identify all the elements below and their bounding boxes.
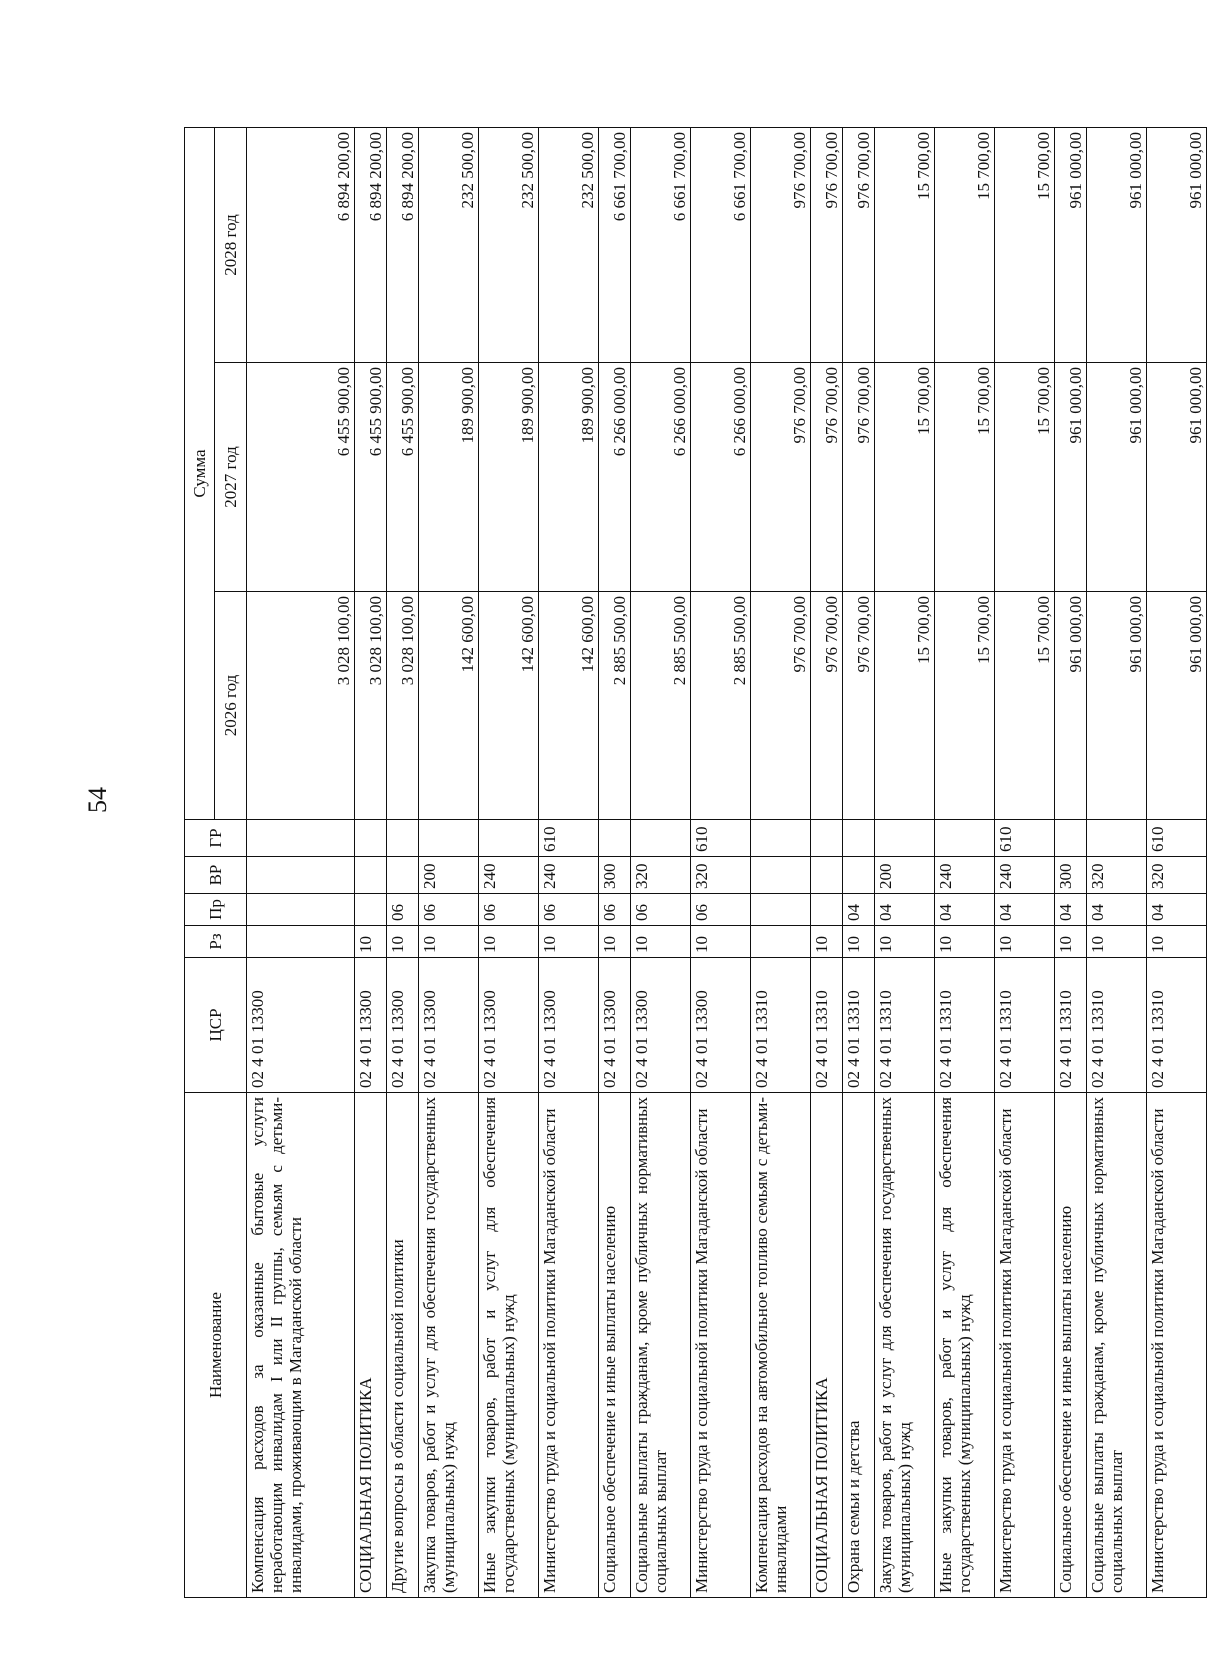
row-vr: 200 [419,857,479,894]
table-row [539,128,599,1598]
table-row [355,128,387,1598]
row-csr: 02 4 01 13300 [539,958,599,1093]
row-2026: 142 600,00 [539,592,599,820]
row-name: СОЦИАЛЬНАЯ ПОЛИТИКА [355,1093,387,1598]
row-2026: 961 000,00 [1087,592,1147,820]
row-rz [247,926,355,958]
row-pr: 06 [479,894,539,926]
header-pr: Пр [185,894,247,926]
row-pr: 06 [539,894,599,926]
row-2028: 6 894 200,00 [355,128,387,363]
row-vr: 200 [875,857,935,894]
row-rz [751,926,811,958]
row-gr: 610 [539,820,599,857]
page-number: 54 [83,787,112,813]
row-2027: 189 900,00 [539,363,599,592]
row-2028: 232 500,00 [419,128,479,363]
row-2026: 15 700,00 [935,592,995,820]
row-rz: 10 [419,926,479,958]
row-gr [751,820,811,857]
row-name: Закупка товаров, работ и услуг для обеспечения государственных (муниципальных) нужд [419,1093,479,1598]
row-2027: 6 455 900,00 [387,363,419,592]
row-gr [247,820,355,857]
row-2026: 2 885 500,00 [599,592,631,820]
row-pr: 06 [599,894,631,926]
row-2028: 15 700,00 [995,128,1055,363]
row-pr [247,894,355,926]
row-rz: 10 [843,926,875,958]
row-vr: 320 [691,857,751,894]
row-2028: 961 000,00 [1087,128,1147,363]
table-row [811,128,843,1598]
row-rz: 10 [387,926,419,958]
row-gr [843,820,875,857]
row-rz: 10 [691,926,751,958]
row-2027: 15 700,00 [995,363,1055,592]
row-rz: 10 [479,926,539,958]
row-2026: 961 000,00 [1055,592,1087,820]
row-2027: 189 900,00 [419,363,479,592]
row-2026: 976 700,00 [751,592,811,820]
row-2027: 961 000,00 [1055,363,1087,592]
row-csr: 02 4 01 13310 [1147,958,1207,1093]
row-vr: 300 [1055,857,1087,894]
row-gr [1087,820,1147,857]
row-gr: 610 [1147,820,1207,857]
row-name: Социальные выплаты гражданам, кроме публичных нормативных социальных выплат [631,1093,691,1598]
header-vr: ВР [185,857,247,894]
row-2028: 15 700,00 [935,128,995,363]
header-2027: 2027 год [215,363,247,592]
row-rz: 10 [1087,926,1147,958]
row-name: Социальное обеспечение и иные выплаты населению [1055,1093,1087,1598]
row-2027: 189 900,00 [479,363,539,592]
table-row [419,128,479,1598]
row-2028: 961 000,00 [1147,128,1207,363]
row-csr: 02 4 01 13300 [631,958,691,1093]
row-2028: 961 000,00 [1055,128,1087,363]
row-name: Компенсация расходов за оказанные бытовые услуги неработающим инвалидам I или II группы, семьям с детьми-инвалидами, проживающим в Магаданской области [247,1093,355,1598]
row-csr: 02 4 01 13310 [935,958,995,1093]
row-gr [1055,820,1087,857]
row-csr: 02 4 01 13310 [1087,958,1147,1093]
row-vr [811,857,843,894]
table-row [247,128,355,1598]
row-gr: 610 [691,820,751,857]
row-2028: 15 700,00 [875,128,935,363]
row-2027: 6 455 900,00 [355,363,387,592]
row-name: Компенсация расходов на автомобильное топливо семьям с детьми-инвалидами [751,1093,811,1598]
row-rz: 10 [355,926,387,958]
row-2027: 976 700,00 [811,363,843,592]
row-2028: 6 661 700,00 [631,128,691,363]
row-gr [355,820,387,857]
row-gr [599,820,631,857]
row-2028: 976 700,00 [811,128,843,363]
row-rz: 10 [935,926,995,958]
row-vr: 240 [935,857,995,894]
table-row [631,128,691,1598]
row-csr: 02 4 01 13310 [811,958,843,1093]
row-csr: 02 4 01 13310 [995,958,1055,1093]
row-2028: 232 500,00 [539,128,599,363]
row-gr [875,820,935,857]
table-body [247,128,1207,1598]
rotated-table-container [184,128,1205,1598]
row-2028: 232 500,00 [479,128,539,363]
row-rz: 10 [995,926,1055,958]
header-2028: 2028 год [215,128,247,363]
row-gr [935,820,995,857]
row-vr: 240 [539,857,599,894]
row-gr [811,820,843,857]
row-vr: 320 [1147,857,1207,894]
row-rz: 10 [1147,926,1207,958]
row-2027: 976 700,00 [751,363,811,592]
row-gr: 610 [995,820,1055,857]
table-row [387,128,419,1598]
row-2027: 961 000,00 [1147,363,1207,592]
row-vr: 300 [599,857,631,894]
table-row [995,128,1055,1598]
row-pr: 04 [1087,894,1147,926]
row-name: СОЦИАЛЬНАЯ ПОЛИТИКА [811,1093,843,1598]
row-name: Иные закупки товаров, работ и услуг для обеспечения государственных (муниципальных) нужд [935,1093,995,1598]
row-pr: 04 [875,894,935,926]
row-pr: 06 [691,894,751,926]
header-gr: ГР [185,820,247,857]
table-row [1087,128,1147,1598]
table-row [935,128,995,1598]
row-vr [843,857,875,894]
row-csr: 02 4 01 13300 [387,958,419,1093]
row-2027: 6 455 900,00 [247,363,355,592]
row-pr [751,894,811,926]
header-sum: Сумма [185,128,215,820]
row-rz: 10 [631,926,691,958]
header-rz: Рз [185,926,247,958]
row-2026: 3 028 100,00 [387,592,419,820]
row-2028: 976 700,00 [751,128,811,363]
row-pr [355,894,387,926]
row-2028: 6 661 700,00 [691,128,751,363]
table-row [751,128,811,1598]
table-row [1147,128,1207,1598]
row-gr [387,820,419,857]
row-csr: 02 4 01 13310 [875,958,935,1093]
header-row [185,128,215,1598]
row-name: Закупка товаров, работ и услуг для обеспечения государственных (муниципальных) нужд [875,1093,935,1598]
row-pr: 04 [1055,894,1087,926]
row-2026: 142 600,00 [479,592,539,820]
row-pr [811,894,843,926]
row-2026: 3 028 100,00 [355,592,387,820]
row-name: Социальное обеспечение и иные выплаты населению [599,1093,631,1598]
row-csr: 02 4 01 13310 [751,958,811,1093]
row-csr: 02 4 01 13300 [355,958,387,1093]
table-row [1055,128,1087,1598]
row-name: Министерство труда и социальной политики Магаданской области [539,1093,599,1598]
row-gr [419,820,479,857]
row-2026: 976 700,00 [811,592,843,820]
row-vr [387,857,419,894]
table-row [691,128,751,1598]
row-pr: 06 [631,894,691,926]
row-pr: 04 [995,894,1055,926]
row-gr [631,820,691,857]
row-csr: 02 4 01 13300 [479,958,539,1093]
row-vr: 240 [479,857,539,894]
row-2027: 15 700,00 [935,363,995,592]
row-2026: 3 028 100,00 [247,592,355,820]
table-row [875,128,935,1598]
row-2028: 976 700,00 [843,128,875,363]
row-vr [751,857,811,894]
row-2027: 6 266 000,00 [691,363,751,592]
row-csr: 02 4 01 13310 [1055,958,1087,1093]
table-row [599,128,631,1598]
row-2027: 6 266 000,00 [631,363,691,592]
row-vr: 240 [995,857,1055,894]
row-2026: 15 700,00 [995,592,1055,820]
row-2028: 6 894 200,00 [247,128,355,363]
row-2026: 2 885 500,00 [691,592,751,820]
row-name: Социальные выплаты гражданам, кроме публичных нормативных социальных выплат [1087,1093,1147,1598]
row-rz: 10 [599,926,631,958]
row-2028: 6 661 700,00 [599,128,631,363]
row-2028: 6 894 200,00 [387,128,419,363]
row-csr: 02 4 01 13300 [419,958,479,1093]
row-rz: 10 [539,926,599,958]
row-csr: 02 4 01 13300 [691,958,751,1093]
row-2026: 142 600,00 [419,592,479,820]
row-2026: 976 700,00 [843,592,875,820]
row-rz: 10 [1055,926,1087,958]
row-csr: 02 4 01 13300 [247,958,355,1093]
row-vr [355,857,387,894]
row-vr: 320 [1087,857,1147,894]
row-2027: 961 000,00 [1087,363,1147,592]
row-name: Иные закупки товаров, работ и услуг для обеспечения государственных (муниципальных) нужд [479,1093,539,1598]
row-name: Охрана семьи и детства [843,1093,875,1598]
row-2026: 961 000,00 [1147,592,1207,820]
table-row [843,128,875,1598]
row-2027: 6 266 000,00 [599,363,631,592]
row-vr: 320 [631,857,691,894]
row-name: Министерство труда и социальной политики Магаданской области [995,1093,1055,1598]
row-name: Другие вопросы в области социальной политики [387,1093,419,1598]
row-csr: 02 4 01 13310 [843,958,875,1093]
row-csr: 02 4 01 13300 [599,958,631,1093]
header-2026: 2026 год [215,592,247,820]
row-name: Министерство труда и социальной политики Магаданской области [1147,1093,1207,1598]
row-2027: 15 700,00 [875,363,935,592]
row-vr [247,857,355,894]
header-name: Наименование [185,1093,247,1598]
row-2026: 15 700,00 [875,592,935,820]
row-pr: 04 [843,894,875,926]
budget-table [184,127,1207,1598]
row-2027: 976 700,00 [843,363,875,592]
header-csr: ЦСР [185,958,247,1093]
table-row [479,128,539,1598]
row-pr: 04 [1147,894,1207,926]
row-pr: 04 [935,894,995,926]
row-rz: 10 [875,926,935,958]
row-rz: 10 [811,926,843,958]
row-name: Министерство труда и социальной политики Магаданской области [691,1093,751,1598]
row-2026: 2 885 500,00 [631,592,691,820]
row-pr: 06 [419,894,479,926]
row-gr [479,820,539,857]
row-pr: 06 [387,894,419,926]
